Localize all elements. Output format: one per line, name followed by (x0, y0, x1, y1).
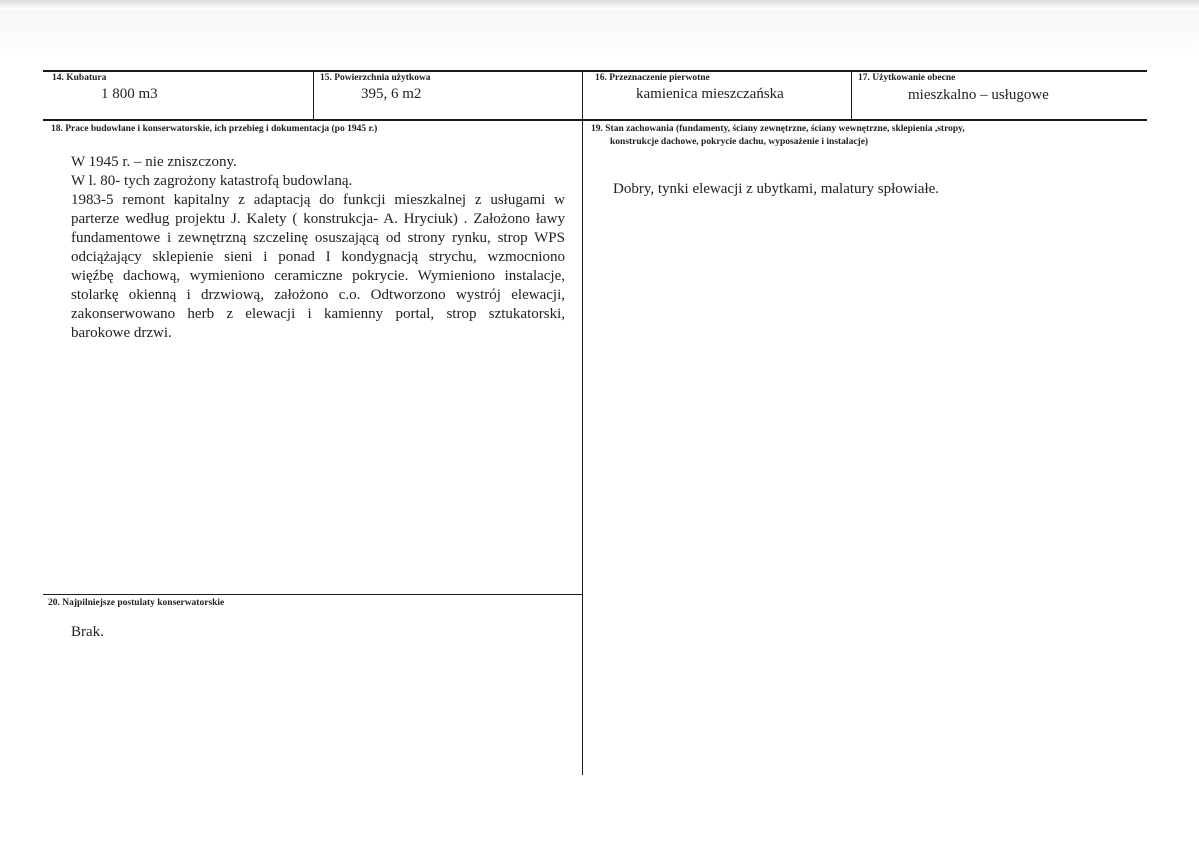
header-divider-3 (851, 70, 852, 120)
section-19-label-line1: 19. Stan zachowania (fundamenty, ściany zewnętrzne, ściany wewnętrzne, sklepienia ,stropy, (591, 124, 965, 134)
section-18-line: stolarkę okienną i drzwiową, założono c.o. Odtworzono wystrój elewacji, (71, 287, 565, 303)
scan-top-edge (0, 0, 1199, 10)
scan-shade (0, 10, 1199, 60)
section-18-line: odciążający sklepienie sieni i ponad I kondygnacją strychu, wzmocniono (71, 249, 565, 265)
field-14-value: 1 800 m3 (101, 86, 158, 102)
section-20-text: Brak. (71, 624, 104, 640)
section20-top-rule (43, 594, 583, 595)
section-18-text (71, 153, 565, 343)
section-18-line: zakonserwowano herb z elewacji i kamienny portal, strop sztukatorski, (71, 306, 565, 322)
section-18-line: W 1945 r. – nie zniszczony. (71, 154, 237, 170)
field-14-label: 14. Kubatura (52, 73, 107, 83)
field-17-label: 17. Użytkowanie obecne (858, 73, 956, 83)
section-18-line: 1983-5 remont kapitalny z adaptacją do funkcji mieszkalnej z usługami w (71, 192, 565, 208)
header-top-rule (43, 70, 1147, 72)
field-15-label: 15. Powierzchnia użytkowa (320, 73, 431, 83)
section-18-line: fundamentowe i zewnętrzną szczelinę osuszającą od strony rynku, strop WPS (71, 230, 565, 246)
body-center-rule (582, 120, 583, 775)
header-bottom-rule (43, 119, 1147, 121)
section-20-label: 20. Najpilniejsze postulaty konserwatorskie (48, 598, 225, 608)
header-divider-1 (313, 70, 314, 120)
field-17-value: mieszkalno – usługowe (908, 87, 1049, 103)
section-18-line: więźbę dachową, wymieniono ceramiczne pokrycie. Wymieniono instalacje, (71, 268, 565, 284)
header-divider-2 (582, 70, 583, 120)
section-19-text: Dobry, tynki elewacji z ubytkami, malatury spłowiałe. (613, 181, 940, 197)
section-18-line: barokowe drzwi. (71, 325, 172, 341)
section-19-label-line2: konstrukcje dachowe, pokrycie dachu, wyposażenie i instalacje) (610, 137, 869, 147)
field-15-value: 395, 6 m2 (361, 86, 422, 102)
section-18-line: parterze według projektu J. Kalety ( konstrukcja- A. Hryciuk) . Założono ławy (71, 211, 565, 227)
section-18-label: 18. Prace budowlane i konserwatorskie, ich przebieg i dokumentacja (po 1945 r.) (51, 124, 378, 134)
field-16-value: kamienica mieszczańska (636, 86, 784, 102)
field-16-label: 16. Przeznaczenie pierwotne (595, 73, 710, 83)
section-18-line: W l. 80- tych zagrożony katastrofą budowlaną. (71, 173, 353, 189)
